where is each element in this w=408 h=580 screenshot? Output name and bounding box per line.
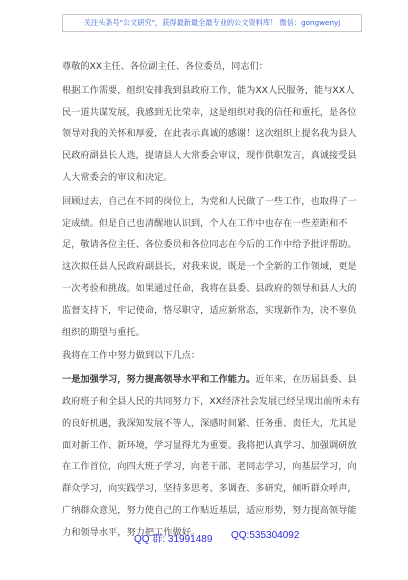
paragraph-1: 根据工作需要，组织安排我到县政府工作，能为XX人民服务，能与XX人民一道共谋发展，我感到无比荣幸，这是组织对我的信任和重托，是各位领导对我的关怀和厚爱，在此表示真诚的感谢！这次组织上提名我为县人民政府副县长人选，提请县人大常委会审议，现作供职发言，真诚接受县人大常委会的审议和决定。 [62, 84, 357, 183]
paragraph-3: 我将在工作中努力做到以下几点： [62, 350, 201, 362]
paragraph-4 [62, 369, 362, 543]
header-banner [62, 14, 362, 32]
footer [0, 530, 408, 544]
paragraph-2: 回顾过去，自己在不同的岗位上，为党和人民做了一些工作，也取得了一定成绩。但是自己也清醒地认识到，个人在工作中也存在一些差距和不足，敬请各位主任、各位委员和各位同志在今后的工作中给予批评帮助。这次拟任县人民政府副县长，对我来说，既是一个全新的工作领域，更是一次考验和挑战。如果通过任命，我将在县委、县政府的领导和县人大的监督支持下，牢记使命，恪尽职守，适应新常态，实现新作为，决不辜负组织的期望与重托。 [62, 195, 357, 338]
paragraph-4-heading: 一是加强学习，努力提高领导水平和工作能力。 [62, 374, 256, 386]
document-body [62, 56, 362, 544]
paragraph-4-body: 近年来，在历届县委、县政府班子和全县人民的共同努力下，XX经济社会发展已经呈现出前所未有的良好机遇，我深知发展不等人，深感时间紧、任务重、责任大，尤其是面对新工作、新环境，学习显得尤为重要。我将把认真学习、加强调研放在工作首位，向四大班子学习，向老干部、老同志学习，向基层学习，向群众学习，向实践学习，坚持多思考、多调查、多研究，倾听群众呼声，广纳群众意见，努力使自己的工作贴近基层，适应形势，努力提高领导能力和领导水平，努力把工作做好。 [62, 374, 361, 538]
footer-qq: QQ:535304092 [231, 530, 300, 541]
header-text: 关注头条号"公文研究"，获得最新最全最专业的公文资料库！ 微信：gongwenyj [83, 18, 341, 27]
greeting: 尊敬的XX主任、各位副主任、各位委员，同志们： [62, 61, 268, 72]
footer-qq-group: QQ 群: 31991489 [134, 534, 213, 545]
